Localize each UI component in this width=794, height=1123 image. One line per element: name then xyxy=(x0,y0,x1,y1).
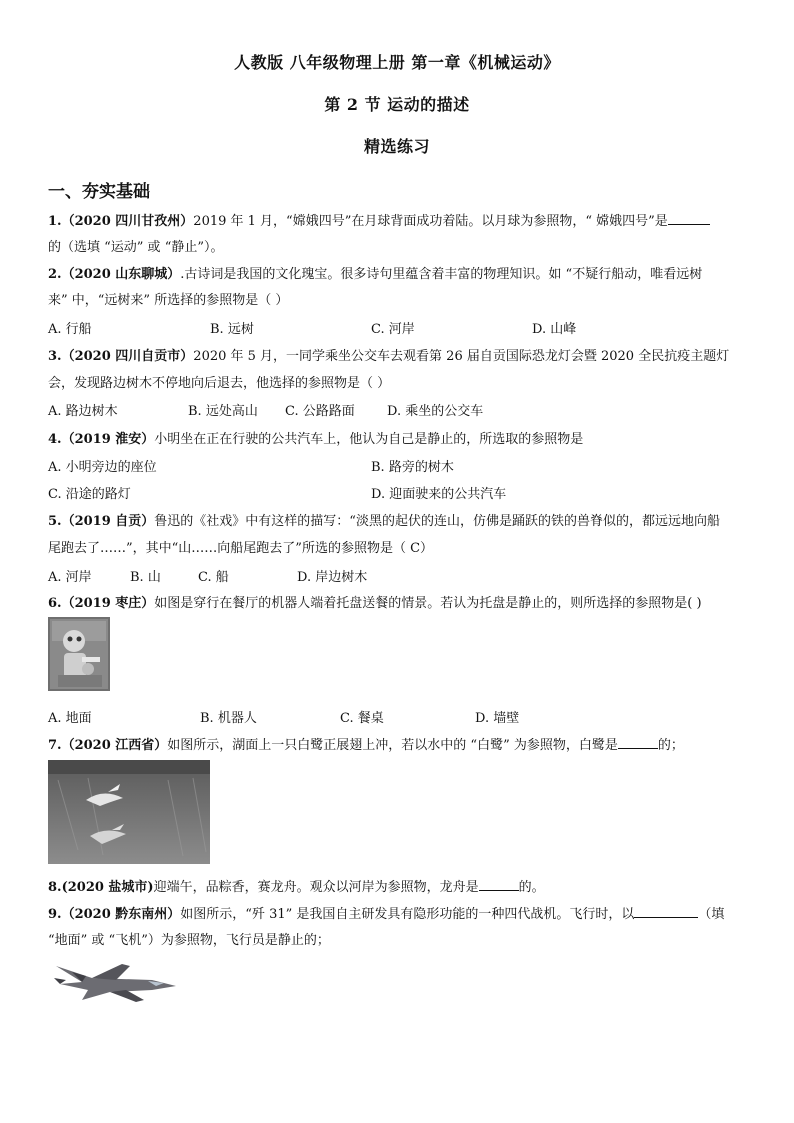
section-title: 第 2 节 运动的描述 xyxy=(324,95,470,114)
option-a[interactable]: A. 小明旁边的座位 xyxy=(48,460,157,475)
question-text: “地面” 或 “飞机”）为参照物，飞行员是静止的； xyxy=(48,933,330,948)
question-9-line-2 xyxy=(48,929,330,948)
question-3-line-2 xyxy=(48,372,390,391)
question-7-line-1 xyxy=(48,734,684,753)
option-b[interactable]: B. 路旁的树木 xyxy=(371,460,454,475)
question-text: 如图所示，“歼 31” 是我国自主研发具有隐形功能的一种四代战机。飞行时，以 xyxy=(180,907,635,922)
option-d[interactable]: D. 迎面驶来的公共汽车 xyxy=(371,487,507,502)
option-d[interactable]: D. 墙壁 xyxy=(475,711,520,726)
answer-blank[interactable] xyxy=(668,212,710,225)
fighter-jet-photo xyxy=(52,958,182,1004)
option-b[interactable]: B. 山 xyxy=(130,570,161,585)
question-number: 3. xyxy=(48,349,62,364)
option-a[interactable]: A. 地面 xyxy=(48,711,92,726)
question-source: （2020 江西省） xyxy=(61,738,168,753)
question-number: 7. xyxy=(48,738,62,753)
document-title: 人教版 八年级物理上册 第一章《机械运动》 xyxy=(234,53,560,72)
question-text: 鲁迅的《社戏》中有这样的描写：“淡黑的起伏的连山，仿佛是踊跃的铁的兽脊似的，都远远地向船 xyxy=(154,514,720,529)
question-text: 2019 年 1 月，“嫦娥四号”在月球背面成功着陆。以月球为参照物，“ 嫦娥四号”是 xyxy=(193,214,668,229)
question-number: 4. xyxy=(48,432,62,447)
question-text: .古诗词是我国的文化瑰宝。很多诗句里蕴含着丰富的物理知识。如 “不疑行船动，唯看远树 xyxy=(180,267,703,282)
option-a[interactable]: A. 行船 xyxy=(48,322,92,337)
question-source: （2019 枣庄） xyxy=(61,596,155,611)
question-number: 9. xyxy=(48,907,62,922)
question-number: 6. xyxy=(48,596,62,611)
option-a[interactable]: A. 路边树木 xyxy=(48,404,118,419)
question-number: 1. xyxy=(48,214,62,229)
option-d[interactable]: D. 山峰 xyxy=(532,322,577,337)
egret-lake-photo xyxy=(48,760,210,864)
answer-blank[interactable] xyxy=(479,878,519,891)
question-4-line-1 xyxy=(48,428,583,447)
question-text: 2020 年 5 月，一同学乘坐公交车去观看第 26 届自贡国际恐龙灯会暨 2020 全民抗疫主题灯 xyxy=(193,349,730,364)
option-b[interactable]: B. 远处高山 xyxy=(188,404,258,419)
question-text: 如图所示，湖面上一只白鹭正展翅上冲，若以水中的 “白鹭” 为参照物，白鹭是 xyxy=(167,738,618,753)
option-b[interactable]: B. 机器人 xyxy=(200,711,257,726)
question-number: 5. xyxy=(48,514,62,529)
question-text: 小明坐在正在行驶的公共汽车上，他认为自己是静止的，所选取的参照物是 xyxy=(154,432,584,447)
practice-subtitle: 精选练习 xyxy=(363,137,430,156)
option-b[interactable]: B. 远树 xyxy=(210,322,254,337)
question-3-line-1 xyxy=(48,345,729,364)
option-c[interactable]: C. 公路路面 xyxy=(285,404,355,419)
option-c[interactable]: C. 沿途的路灯 xyxy=(48,487,131,502)
answer-blank[interactable] xyxy=(618,736,658,749)
question-text: 迎端午，品粽香，赛龙舟。观众以河岸为参照物，龙舟是 xyxy=(153,880,479,895)
question-2-line-2 xyxy=(48,289,288,308)
question-source: （2020 黔东南州） xyxy=(61,907,181,922)
question-5-line-2 xyxy=(48,537,433,556)
question-text: 会，发现路边树木不停地向后退去，他选择的参照物是（ ） xyxy=(48,376,391,391)
question-number: 2. xyxy=(48,267,62,282)
option-d[interactable]: D. 岸边树木 xyxy=(297,570,368,585)
question-text: 来” 中，“远树来” 所选择的参照物是（ ） xyxy=(48,293,289,308)
robot-waiter-photo xyxy=(48,617,110,691)
question-text: 的； xyxy=(657,738,684,753)
question-6-line-1 xyxy=(48,592,702,611)
option-c[interactable]: C. 船 xyxy=(198,570,229,585)
question-source: （2019 自贡） xyxy=(61,514,155,529)
option-c[interactable]: C. 河岸 xyxy=(371,322,415,337)
question-source: (2020 盐城市) xyxy=(61,880,154,895)
question-source: （2020 四川自贡市） xyxy=(61,349,194,364)
question-5-line-1 xyxy=(48,510,720,529)
question-1-line-1 xyxy=(48,210,710,229)
question-text: 的（选填 “运动” 或 “静止”）。 xyxy=(48,240,224,255)
question-9-line-1 xyxy=(48,903,724,922)
question-source: （2020 山东聊城） xyxy=(61,267,181,282)
option-c[interactable]: C. 餐桌 xyxy=(340,711,384,726)
answer-blank[interactable] xyxy=(634,905,698,918)
part-heading: 一、夯实基础 xyxy=(48,182,150,202)
option-a[interactable]: A. 河岸 xyxy=(48,570,92,585)
question-text: 如图是穿行在餐厅的机器人端着托盘送餐的情景。若认为托盘是静止的，则所选择的参照物是( ) xyxy=(154,596,702,611)
question-8-line-1 xyxy=(48,876,545,895)
option-d[interactable]: D. 乘坐的公交车 xyxy=(387,404,484,419)
question-number: 8. xyxy=(48,880,62,895)
question-2-line-1 xyxy=(48,263,702,282)
question-source: （2020 四川甘孜州） xyxy=(61,214,194,229)
question-text: （填 xyxy=(698,907,725,922)
question-source: （2019 淮安） xyxy=(61,432,155,447)
question-text: 尾跑去了……”，其中“山……向船尾跑去了”所选的参照物是（ C） xyxy=(48,541,434,556)
question-text: 的。 xyxy=(518,880,545,895)
question-1-line-2 xyxy=(48,236,223,255)
